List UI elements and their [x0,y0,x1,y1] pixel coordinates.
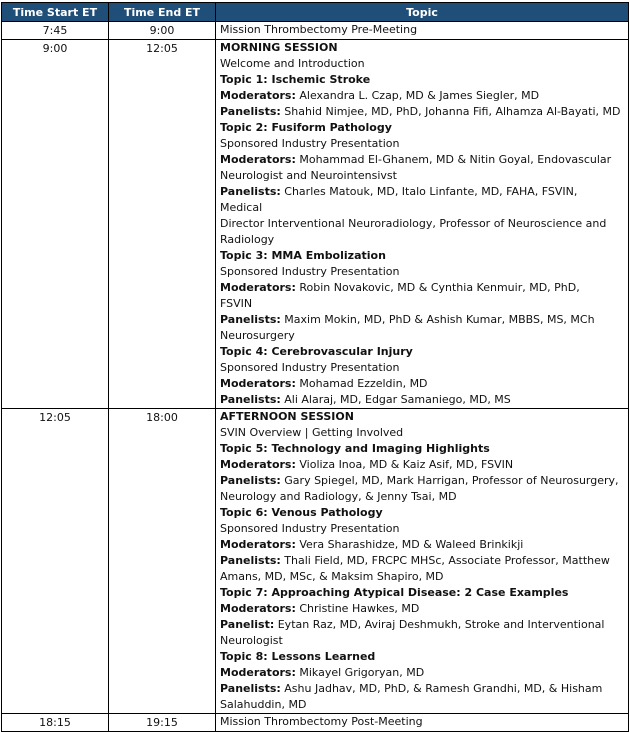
topic-line [220,40,622,56]
topic-line [220,633,622,649]
topic-line [220,264,622,280]
topic-line [220,56,622,72]
topic-cell [216,409,629,714]
topic-line [220,537,622,553]
topic-cell [216,22,629,40]
topic-line [220,248,622,264]
topic-line-label: AFTERNOON SESSION [220,410,354,423]
header-time-start: Time Start ET [2,3,109,22]
topic-line [220,168,622,184]
time-start-cell: 18:15 [2,714,109,732]
topic-line-text: Salahuddin, MD [220,698,307,711]
topic-line-label: Moderators: [220,89,296,102]
topic-line [220,104,622,120]
topic-line-text: Director Interventional Neuroradiology, Professor of Neuroscience and [220,217,607,230]
topic-line-label: Moderators: [220,458,296,471]
topic-line [220,649,622,665]
topic-line [220,344,622,360]
topic-line-text: Christine Hawkes, MD [295,602,420,615]
topic-line-label: Moderators: [220,666,296,679]
topic-line-text: Neurologist and Neurointensivst [220,169,397,182]
topic-line-label: Topic 4: Cerebrovascular Injury [220,345,413,358]
topic-line [220,296,622,312]
topic-line-label: MORNING SESSION [220,41,338,54]
topic-line-text: Alexandra L. Czap, MD & James Siegler, MD [295,89,540,102]
topic-line-text: Amans, MD, MSc, & Maksim Shapiro, MD [220,570,444,583]
topic-line-label: Topic 6: Venous Pathology [220,506,383,519]
topic-line-text: Sponsored Industry Presentation [220,522,400,535]
topic-line [220,328,622,344]
topic-line [220,216,622,232]
topic-line-label: Panelists: [220,185,281,198]
topic-line-text: Vera Sharashidze, MD & Waleed Brinkikji [295,538,524,551]
topic-line-text: Violiza Inoa, MD & Kaiz Asif, MD, FSVIN [295,458,514,471]
topic-line [220,553,622,569]
topic-line-text: Radiology [220,233,275,246]
topic-line-text: Neurology and Radiology, & Jenny Tsai, MD [220,490,457,503]
topic-line [220,665,622,681]
table-row [2,22,629,40]
topic-line [220,521,622,537]
topic-line [220,120,622,136]
topic-line-label: Panelists: [220,682,281,695]
topic-line [220,22,622,38]
topic-line-label: Panelist: [220,618,275,631]
topic-line-label: Panelists: [220,393,281,406]
topic-line [220,88,622,104]
topic-line-label: Topic 7: Approaching Atypical Disease: 2 Case Examples [220,586,569,599]
topic-line [220,376,622,392]
topic-line [220,72,622,88]
topic-line-text: Sponsored Industry Presentation [220,137,400,150]
header-topic: Topic [216,3,629,22]
topic-line [220,714,622,730]
topic-line-text: Gary Spiegel, MD, Mark Harrigan, Professor of Neurosurgery, [280,474,619,487]
topic-line [220,681,622,697]
topic-line [220,136,622,152]
topic-line [220,617,622,633]
topic-line-text: Mission Thrombectomy Pre-Meeting [220,23,418,36]
topic-line-text: Ashu Jadhav, MD, PhD, & Ramesh Grandhi, MD, & Hisham [280,682,603,695]
topic-line [220,457,622,473]
topic-line [220,697,622,713]
topic-line [220,360,622,376]
time-end-cell: 9:00 [109,22,216,40]
topic-line-label: Panelists: [220,105,281,118]
topic-line-label: Moderators: [220,377,296,390]
topic-line-text: Mohamad Ezzeldin, MD [295,377,428,390]
topic-line [220,489,622,505]
topic-line-label: Panelists: [220,474,281,487]
topic-line [220,152,622,168]
topic-line-text: Shahid Nimjee, MD, PhD, Johanna Fifi, Alhamza Al-Bayati, MD [280,105,621,118]
topic-line-text: Welcome and Introduction [220,57,365,70]
topic-cell [216,714,629,732]
topic-line-text: Robin Novakovic, MD & Cynthia Kenmuir, MD, PhD, [295,281,580,294]
topic-line [220,312,622,328]
agenda-table [1,2,629,732]
topic-line-label: Panelists: [220,554,281,567]
table-header [2,3,629,22]
topic-line [220,232,622,248]
time-start-cell: 9:00 [2,40,109,409]
table-row [2,40,629,409]
time-end-cell: 19:15 [109,714,216,732]
time-start-cell: 12:05 [2,409,109,714]
topic-line-label: Moderators: [220,281,296,294]
topic-line-text: Mikayel Grigoryan, MD [295,666,425,679]
header-time-end: Time End ET [109,3,216,22]
topic-line [220,505,622,521]
topic-line-label: Moderators: [220,602,296,615]
topic-line [220,473,622,489]
time-start-cell: 7:45 [2,22,109,40]
topic-line [220,409,622,425]
topic-line [220,425,622,441]
topic-line-text: SVIN Overview | Getting Involved [220,426,404,439]
topic-line [220,601,622,617]
topic-line [220,184,622,216]
topic-line-text: FSVIN [220,297,253,310]
topic-line [220,569,622,585]
time-end-cell: 18:00 [109,409,216,714]
header-row [2,3,629,22]
topic-line-text: Sponsored Industry Presentation [220,361,400,374]
topic-line-label: Moderators: [220,538,296,551]
topic-line-label: Topic 5: Technology and Imaging Highlights [220,442,490,455]
topic-line [220,392,622,408]
topic-line-label: Topic 1: Ischemic Stroke [220,73,371,86]
time-end-cell: 12:05 [109,40,216,409]
topic-line [220,280,622,296]
topic-line-text: Thali Field, MD, FRCPC MHSc, Associate Professor, Matthew [280,554,610,567]
topic-line-text: Charles Matouk, MD, Italo Linfante, MD, FAHA, FSVIN, Medical [220,185,578,214]
topic-line-text: Ali Alaraj, MD, Edgar Samaniego, MD, MS [280,393,511,406]
topic-line [220,585,622,601]
table-row [2,409,629,714]
table-body [2,22,629,732]
topic-line-text: Sponsored Industry Presentation [220,265,400,278]
topic-line-label: Topic 8: Lessons Learned [220,650,376,663]
topic-line-text: Mohammad El-Ghanem, MD & Nitin Goyal, Endovascular [295,153,612,166]
topic-line [220,441,622,457]
topic-cell [216,40,629,409]
topic-line-label: Panelists: [220,313,281,326]
topic-line-text: Neurosurgery [220,329,295,342]
topic-line-text: Eytan Raz, MD, Aviraj Deshmukh, Stroke and Interventional [274,618,605,631]
table-row [2,714,629,732]
topic-line-text: Neurologist [220,634,283,647]
topic-line-text: Maxim Mokin, MD, PhD & Ashish Kumar, MBBS, MS, MCh [280,313,595,326]
topic-line-label: Moderators: [220,153,296,166]
topic-line-label: Topic 2: Fusiform Pathology [220,121,392,134]
topic-line-label: Topic 3: MMA Embolization [220,249,386,262]
topic-line-text: Mission Thrombectomy Post-Meeting [220,715,423,728]
